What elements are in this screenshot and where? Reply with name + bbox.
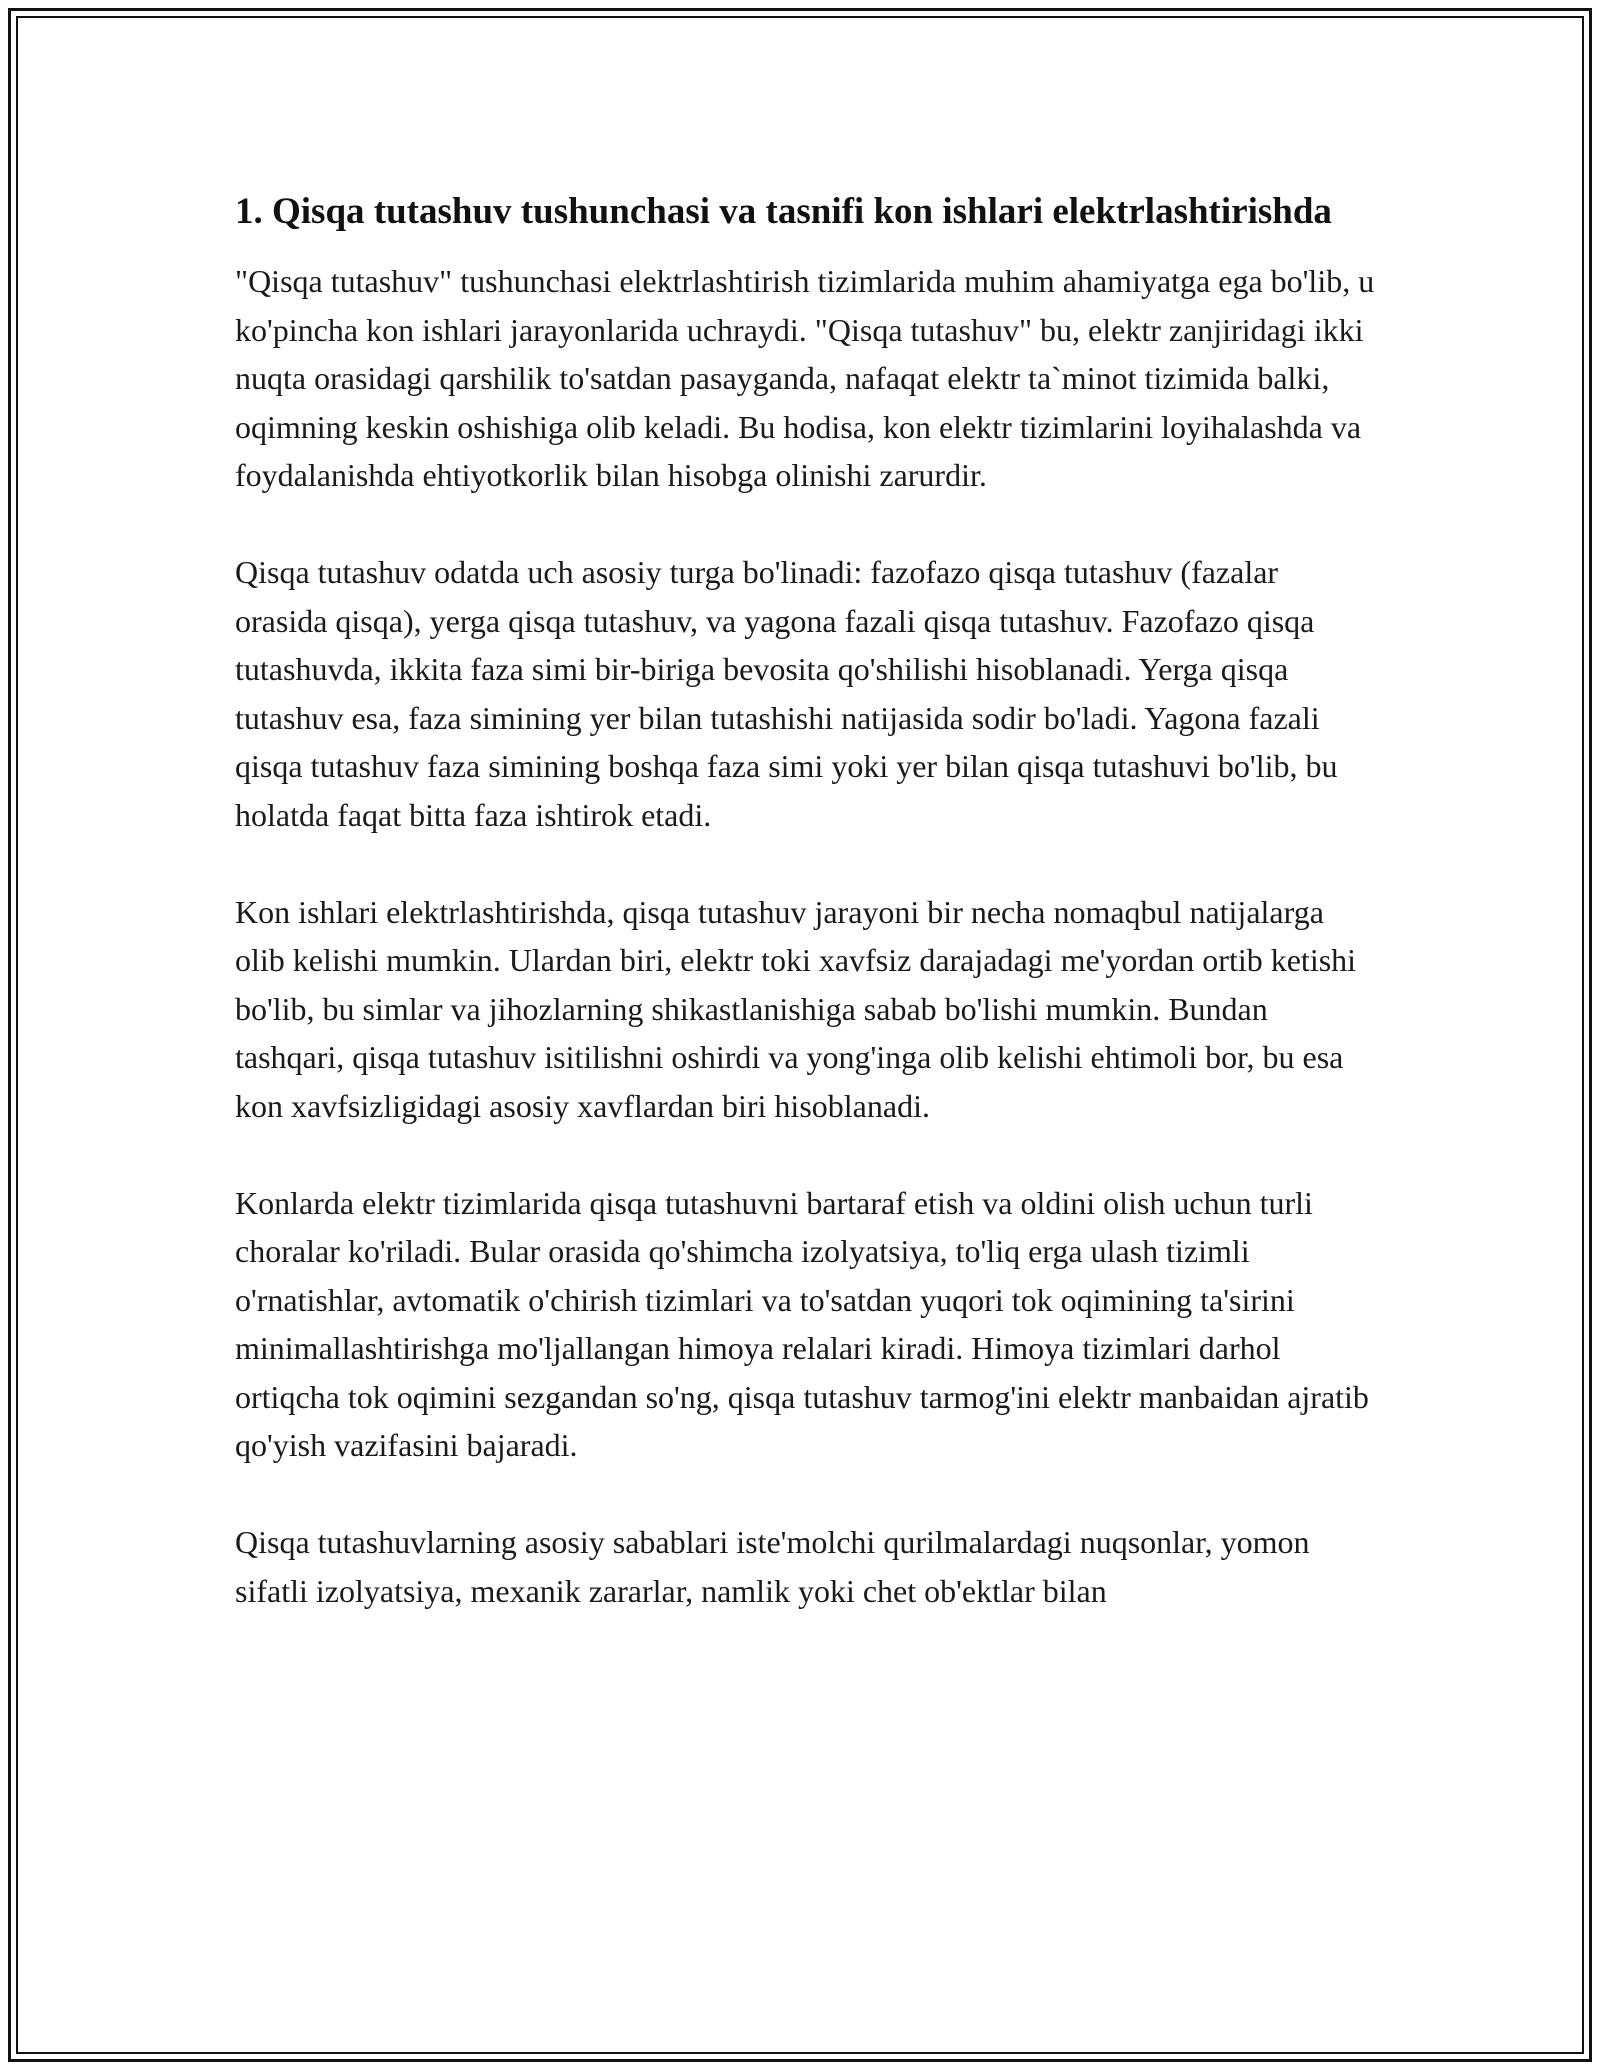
paragraph-consequences: Kon ishlari elektrlashtirishda, qisqa tutashuv jarayoni bir necha nomaqbul natijalarga olib kelishi mumkin. Ulardan biri, elektr toki xavfsiz darajadagi me'yordan ortib ketishi bo'lib, bu simlar va jihozlarning shikastlanishiga sabab bo'lishi mumkin. Bundan tashqari, qisqa tutashuv isitilishni oshirdi va yong'inga olib kelishi ehtimoli bor, bu esa kon xavfsizligidagi asosiy xavflardan biri hisoblanadi.: [235, 893, 1357, 1124]
document-body: [235, 185, 1375, 1664]
paragraph-definition: "Qisqa tutashuv" tushunchasi elektrlashtirish tizimlarida muhim ahamiyatga ega bo'lib, u ko'pincha kon ishlari jarayonlarida uchraydi. "Qisqa tutashuv" bu, elektr zanjiridagi ikki nuqta orasidagi qarshilik to'satdan pasayganda, nafaqat elektr ta`minot tizimida balki, oqimning keskin oshishiga olib keladi. Bu hodisa, kon elektr tizimlarini loyihalashda va foydalanishda ehtiyotkorlik bilan hisobga olinishi zarurdir.: [235, 263, 1375, 493]
paragraph-causes: Qisqa tutashuvlarning asosiy sabablari iste'molchi qurilmalardagi nuqsonlar, yomon sifatli izolyatsiya, mexanik zararlar, namlik yoki chet ob'ektlar bilan: [235, 1524, 1310, 1609]
paragraph-protection: Konlarda elektr tizimlarida qisqa tutashuvni bartaraf etish va oldini olish uchun turli choralar ko'riladi. Bular orasida qo'shimcha izolyatsiya, to'liq erga ulash tizimli o'rnatishlar, avtomatik o'chirish tizimlari va to'satdan yuqori tok oqimining ta'sirini minimallashtirishga mo'ljallangan himoya relalari kiradi. Himoya tizimlari darhol ortiqcha tok oqimini sezgandan so'ng, qisqa tutashuv tarmog'ini elektr manbaidan ajratib qo'yish vazifasini bajaradi.: [235, 1184, 1369, 1463]
document-title: 1. Qisqa tutashuv tushunchasi va tasnifi kon ishlari elektrlashtirishda: [235, 191, 1332, 232]
paragraph-classification: Qisqa tutashuv odatda uch asosiy turga bo'linadi: fazofazo qisqa tutashuv (fazalar orasida qisqa), yerga qisqa tutashuv, va yagona fazali qisqa tutashuv. Fazofazo qisqa tutashuvda, ikkita faza simi bir-biriga bevosita qo'shilishi hisoblanadi. Yerga qisqa tutashuv esa, faza simining yer bilan tutashishi natijasida sodir bo'ladi. Yagona fazali qisqa tutashuv faza simining boshqa faza simi yoki yer bilan qisqa tutashuvi bo'lib, bu holatda faqat bitta faza ishtirok etadi.: [235, 554, 1338, 833]
